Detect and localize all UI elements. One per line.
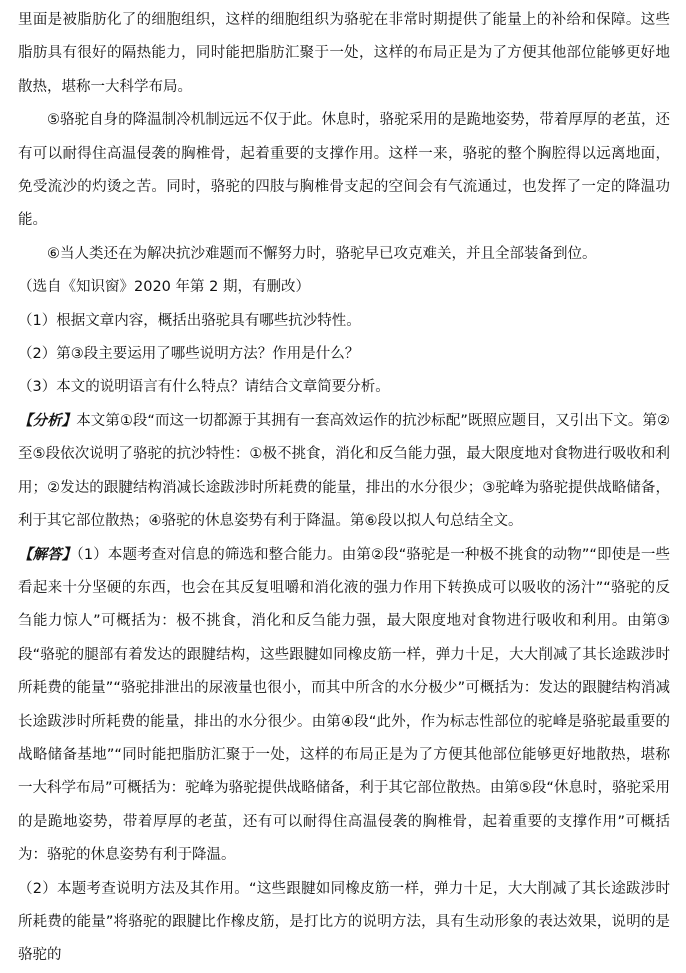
answer-part-2: （2）本题考查说明方法及其作用。“这些跟腱如同橡皮筋一样，弹力十足，大大削减了其长途跋涉时所耗费的能量”将骆驼的跟腱比作橡皮筋，是打比方的说明方法，具有生动形象的表达效果，说明的是骆驼的 [18,880,670,964]
analysis-block [18,405,670,539]
paragraph-5: ⑤骆驼自身的降温制冷机制远远不仅于此。休息时，骆驼采用的是跪地姿势，带着厚厚的老茧，还有可以耐得住高温侵袭的胸椎骨，起着重要的支撑作用。这样一来，骆驼的整个胸腔得以远离地面，免受流沙的灼烫之苦。同时，骆驼的四肢与胸椎骨支起的空间会有气流通过，也发挥了一定的降温功能。 [18,112,670,229]
question-3: （3）本文的说明语言有什么特点？请结合文章简要分析。 [18,379,390,396]
analysis-text: 本文第①段“而这一切都源于其拥有一套高效运作的抗沙标配”既照应题目，又引出下文。第②至⑤段依次说明了骆驼的抗沙特性：①极不挑食，消化和反刍能力强，最大限度地对食物进行吸收和利用；②发达的跟腱结构消减长途跋涉时所耗费的能量，排出的水分很少；③驼峰为骆驼提供战略储备，利于其它部位散热；④骆驼的休息姿势有利于降温。第⑥段以拟人句总结全文。 [18,412,670,530]
paragraph-4-continued: 里面是被脂肪化了的细胞组织，这样的细胞组织为骆驼在非常时期提供了能量上的补给和保障。这些脂肪具有很好的隔热能力，同时能把脂肪汇聚于一处，这样的布局正是为了方便其他部位能够更好地散热，堪称一大科学布局。 [18,12,670,95]
paragraph-6: ⑥当人类还在为解决抗沙难题而不懈努力时，骆驼早已攻克难关，并且全部装备到位。 [47,245,597,262]
answer-tag: 【解答】 [18,546,77,563]
document-page [18,4,670,973]
analysis-tag: 【分析】 [18,412,77,429]
answer-part-1 [18,539,670,873]
source-citation: （选自《知识窗》2020 年第 2 期，有删改） [18,279,310,296]
answer-part-1-text: （1）本题考查对信息的筛选和整合能力。由第②段“骆驼是一种极不挑食的动物”“即使是一些看起来十分坚硬的东西，也会在其反复咀嚼和消化液的强力作用下转换成可以吸收的汤汁”“骆驼的反刍能力惊人”可概括为：极不挑食，消化和反刍能力强，最大限度地对食物进行吸收和利用。由第③段“骆驼的腿部有着发达的跟腱结构，这些跟腱如同橡皮筋一样，弹力十足，大大削减了其长途跋涉时所耗费的能量”“骆驼排泄出的尿液量也很小，而其中所含的水分极少”可概括为：发达的跟腱结构消减长途跋涉时所耗费的能量，排出的水分很少。由第④段“此外，作为标志性部位的驼峰是骆驼最重要的战略储备基地”“同时能把脂肪汇聚于一处，这样的布局正是为了方便其他部位能够更好地散热，堪称一大科学布局”可概括为：驼峰为骆驼提供战略储备，利于其它部位散热。由第⑤段“休息时，骆驼采用的是跪地姿势，带着厚厚的老茧，还有可以耐得住高温侵袭的胸椎骨，起着重要的支撑作用”可概括为：骆驼的休息姿势有利于降温。 [18,546,671,864]
question-2: （2）第③段主要运用了哪些说明方法？作用是什么？ [18,346,360,363]
question-1: （1）根据文章内容，概括出骆驼具有哪些抗沙特性。 [18,312,361,329]
